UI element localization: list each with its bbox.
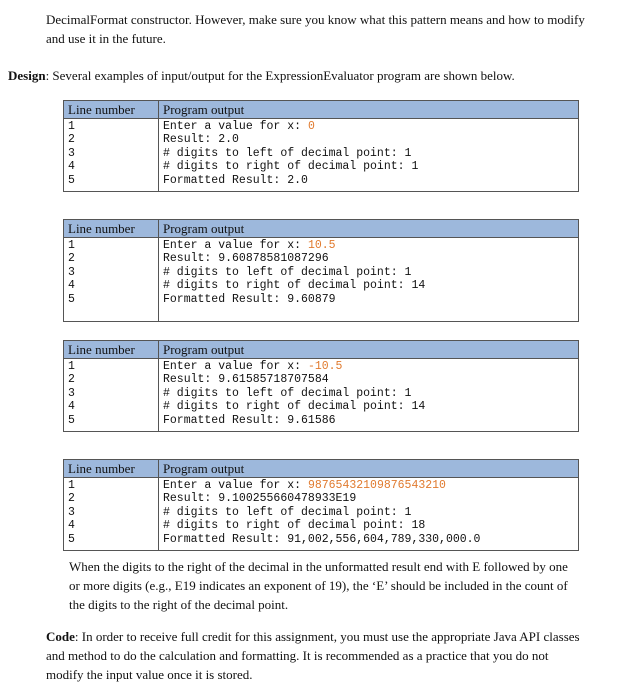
design-label: Design [8, 68, 46, 83]
prompt-text: Enter a value for x: [163, 360, 308, 373]
line-number-header: Line number [64, 220, 159, 238]
program-output-header: Program output [159, 460, 579, 478]
input-value: 0 [307, 120, 315, 133]
line-numbers [64, 359, 159, 432]
program-output [159, 238, 579, 322]
output-line-prompt [163, 360, 574, 373]
output-line: Result: 9.100255660478933E19 [163, 492, 357, 506]
output-line: # digits to left of decimal point: 1 [163, 146, 412, 160]
code-paragraph [46, 627, 586, 684]
line-number-header: Line number [64, 101, 159, 119]
input-value: 98765432109876543210 [307, 479, 446, 492]
output-line: # digits to right of decimal point: 14 [163, 279, 426, 293]
program-output-header: Program output [159, 220, 579, 238]
design-text: : Several examples of input/output for the ExpressionEvaluator program are shown below. [45, 68, 515, 83]
line-numbers [64, 238, 159, 322]
line-number: 2 [68, 252, 75, 266]
intro-paragraph: DecimalFormat constructor. However, make sure you know what this pattern means and how to modify and use it in the future. [46, 12, 585, 46]
output-line: Result: 9.60878581087296 [163, 252, 329, 266]
output-line-prompt [163, 120, 574, 133]
output-line: # digits to left of decimal point: 1 [163, 386, 412, 400]
line-number: 4 [68, 400, 75, 414]
line-number-header: Line number [64, 341, 159, 359]
line-number: 5 [68, 173, 75, 187]
output-line: # digits to right of decimal point: 14 [163, 400, 426, 414]
output-line: Formatted Result: 9.61586 [163, 413, 336, 427]
output-line: Formatted Result: 2.0 [163, 173, 308, 187]
output-line: Formatted Result: 91,002,556,604,789,330,000.0 [163, 532, 481, 546]
exponent-note-paragraph: When the digits to the right of the decimal in the unformatted result end with E followed by one or more digits (e.g., E19 indicates an exponent of 19), the ‘E’ should be included in the count of the digits to the right of the decimal point. [69, 559, 568, 612]
design-paragraph [8, 68, 608, 84]
output-line-prompt [163, 239, 574, 252]
program-output [159, 359, 579, 432]
line-number: 4 [68, 160, 75, 174]
io-example-table-3 [63, 340, 579, 432]
line-number-header: Line number [64, 460, 159, 478]
output-line-prompt [163, 479, 574, 492]
line-number: 3 [68, 265, 75, 279]
line-number: 1 [68, 120, 75, 133]
line-number: 4 [68, 279, 75, 293]
program-output-header: Program output [159, 101, 579, 119]
prompt-text: Enter a value for x: [163, 239, 308, 252]
line-number: 3 [68, 386, 75, 400]
input-value: 10.5 [307, 239, 336, 252]
line-number: 1 [68, 239, 75, 252]
io-example-table-1 [63, 100, 579, 192]
line-number: 5 [68, 413, 75, 427]
input-value: -10.5 [307, 360, 343, 373]
io-example-table-2 [63, 219, 579, 322]
output-line: # digits to left of decimal point: 1 [163, 505, 412, 519]
output-line: # digits to right of decimal point: 18 [163, 519, 426, 533]
prompt-text: Enter a value for x: [163, 120, 308, 133]
io-example-table-4 [63, 459, 579, 551]
code-label: Code [46, 629, 75, 644]
program-output-header: Program output [159, 341, 579, 359]
program-output [159, 119, 579, 192]
output-line: Formatted Result: 9.60879 [163, 292, 336, 306]
code-text: : In order to receive full credit for this assignment, you must use the appropriate Java API classes and method to do the calculation and formatting. It is recommended as a practice that you do not modify the input value once it is stored. [46, 629, 580, 682]
program-output [159, 478, 579, 551]
output-line: Result: 9.61585718707584 [163, 373, 329, 387]
line-number: 2 [68, 133, 75, 147]
line-number: 2 [68, 373, 75, 387]
line-numbers [64, 478, 159, 551]
line-number: 3 [68, 505, 75, 519]
line-number: 3 [68, 146, 75, 160]
line-number: 1 [68, 479, 75, 492]
line-number: 4 [68, 519, 75, 533]
line-numbers [64, 119, 159, 192]
line-number: 2 [68, 492, 75, 506]
line-number: 5 [68, 292, 75, 306]
line-number: 5 [68, 532, 75, 546]
output-line: # digits to right of decimal point: 1 [163, 160, 419, 174]
output-line: Result: 2.0 [163, 133, 239, 147]
output-line: # digits to left of decimal point: 1 [163, 265, 412, 279]
line-number: 1 [68, 360, 75, 373]
prompt-text: Enter a value for x: [163, 479, 308, 492]
